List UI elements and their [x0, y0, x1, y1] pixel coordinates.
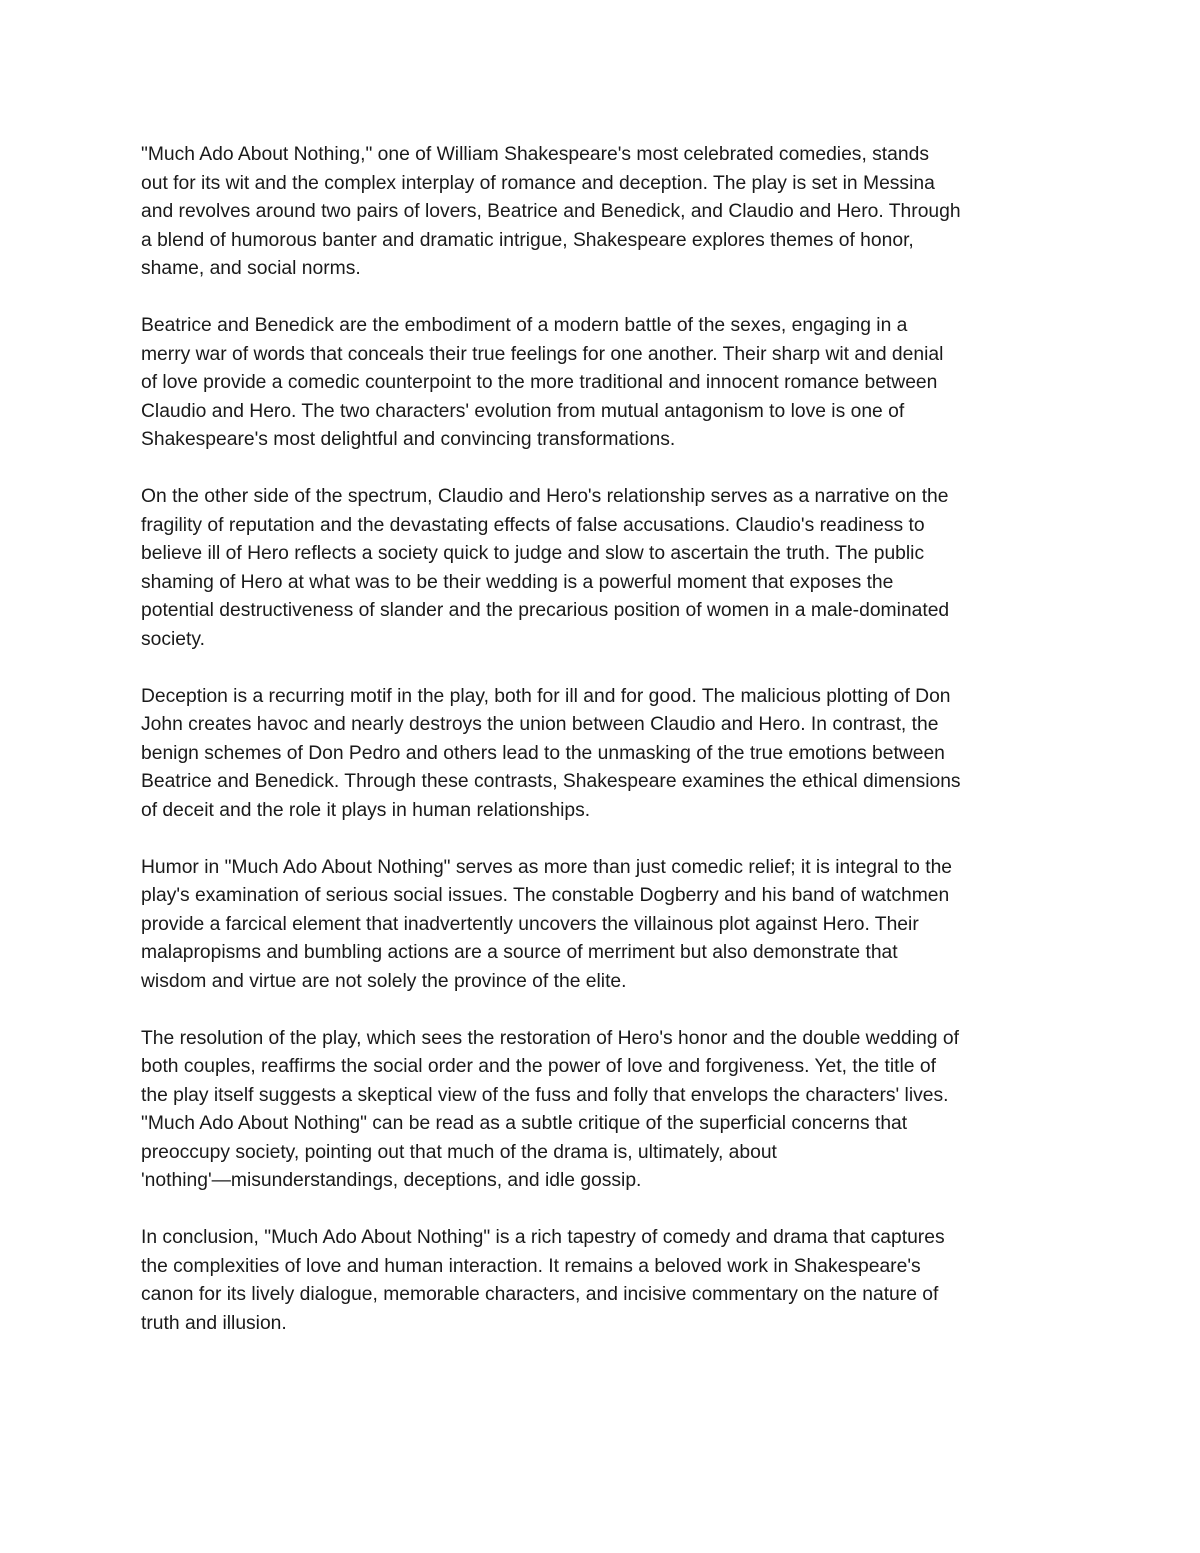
text-line: John creates havoc and nearly destroys the union between Claudio and Hero. In contrast, the	[141, 714, 939, 735]
text-line: both couples, reaffirms the social order and the power of love and forgiveness. Yet, the title of	[141, 1056, 936, 1077]
text-line: the play itself suggests a skeptical view of the fuss and folly that envelops the characters' lives.	[141, 1084, 949, 1106]
text-line: shaming of Hero at what was to be their wedding is a powerful moment that exposes the	[141, 571, 894, 593]
text-line: Beatrice and Benedick. Through these contrasts, Shakespeare examines the ethical dimensions	[141, 771, 961, 792]
text-line: On the other side of the spectrum, Claudio and Hero's relationship serves as a narrative on the	[141, 486, 949, 507]
paragraph-6	[141, 1025, 1066, 1196]
text-line: and revolves around two pairs of lovers, Beatrice and Benedick, and Claudio and Hero. Through	[141, 201, 961, 222]
paragraph-3	[141, 483, 1066, 654]
text-line: preoccupy society, pointing out that much of the drama is, ultimately, about	[141, 1141, 777, 1163]
text-line: the complexities of love and human interaction. It remains a beloved work in Shakespeare's	[141, 1255, 921, 1277]
text-line: of love provide a comedic counterpoint to the more traditional and innocent romance between	[141, 372, 938, 393]
paragraph-1	[141, 141, 1066, 284]
text-line: "Much Ado About Nothing," one of William Shakespeare's most celebrated comedies, stands	[141, 144, 929, 165]
text-line: merry war of words that conceals their true feelings for one another. Their sharp wit and denial	[141, 343, 944, 365]
text-line: a blend of humorous banter and dramatic intrigue, Shakespeare explores themes of honor,	[141, 229, 914, 251]
text-line: In conclusion, "Much Ado About Nothing" is a rich tapestry of comedy and drama that captures	[141, 1227, 945, 1248]
text-line: benign schemes of Don Pedro and others lead to the unmasking of the true emotions between	[141, 742, 945, 764]
text-line: canon for its lively dialogue, memorable characters, and incisive commentary on the nature of	[141, 1284, 939, 1305]
text-line: Claudio and Hero. The two characters' evolution from mutual antagonism to love is one of	[141, 400, 905, 422]
text-line: wisdom and virtue are not solely the province of the elite.	[141, 970, 627, 992]
text-line: truth and illusion.	[141, 1312, 287, 1334]
text-line: fragility of reputation and the devastating effects of false accusations. Claudio's readiness to	[141, 514, 925, 536]
text-line: Deception is a recurring motif in the play, both for ill and for good. The malicious plotting of Don	[141, 685, 951, 707]
document-body	[141, 141, 1066, 1367]
text-line: potential destructiveness of slander and the precarious position of women in a male-dominated	[141, 600, 950, 621]
text-line: believe ill of Hero reflects a society quick to judge and slow to ascertain the truth. The public	[141, 543, 925, 564]
text-line: of deceit and the role it plays in human relationships.	[141, 799, 591, 821]
paragraph-4	[141, 683, 1066, 826]
text-line: provide a farcical element that inadvertently uncovers the villainous plot against Hero. Their	[141, 913, 919, 935]
text-line: society.	[141, 628, 205, 650]
text-line: Humor in "Much Ado About Nothing" serves as more than just comedic relief; it is integral to the	[141, 856, 953, 878]
paragraph-2	[141, 312, 1066, 455]
text-line: "Much Ado About Nothing" can be read as a subtle critique of the superficial concerns that	[141, 1113, 908, 1134]
text-line: shame, and social norms.	[141, 258, 361, 279]
text-line: The resolution of the play, which sees the restoration of Hero's honor and the double wedding of	[141, 1027, 959, 1049]
paragraph-7	[141, 1224, 1066, 1338]
text-line: play's examination of serious social issues. The constable Dogberry and his band of watchmen	[141, 885, 950, 906]
text-line: malapropisms and bumbling actions are a source of merriment but also demonstrate that	[141, 942, 898, 963]
text-line: 'nothing'—misunderstandings, deceptions, and idle gossip.	[141, 1170, 642, 1191]
text-line: Beatrice and Benedick are the embodiment of a modern battle of the sexes, engaging in a	[141, 315, 908, 336]
text-line: out for its wit and the complex interplay of romance and deception. The play is set in Messina	[141, 172, 935, 194]
text-line: Shakespeare's most delightful and convincing transformations.	[141, 429, 676, 450]
paragraph-5	[141, 854, 1066, 997]
